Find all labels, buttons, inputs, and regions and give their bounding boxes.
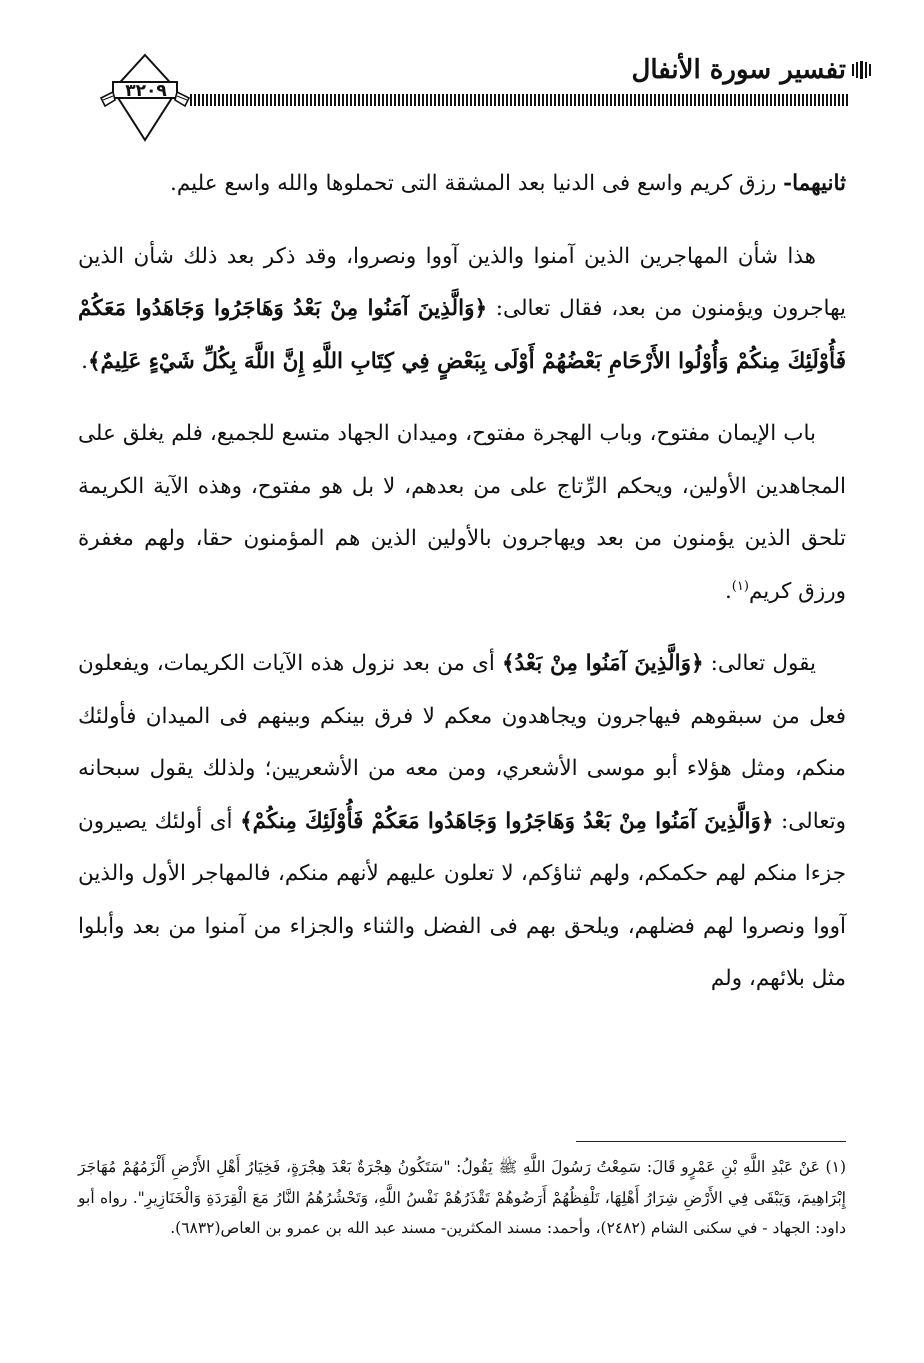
running-title: تفسير سورة الأنفال xyxy=(631,55,846,85)
page-header xyxy=(0,0,924,150)
footnote-divider xyxy=(576,1141,846,1142)
paragraph-text: أى أولئك يصيرون جزءا منكم لهم حكمكم، ولهم ثناؤكم، لا تعلون عليهم لأنهم منكم، فالمهاجر الأول والذين آووا ونصروا لهم فضلهم، ويلحق بهم فى الفضل والثناء والجزاء من آمنوا من بعد وأبلوا مثل بلائهم، ولم xyxy=(78,808,846,991)
paragraph-2 xyxy=(78,231,846,389)
paragraph-4 xyxy=(78,638,846,1006)
header-rule xyxy=(190,94,849,106)
paragraph-3 xyxy=(78,408,846,618)
paragraph-lead: ثانيهما- xyxy=(783,171,846,196)
paragraph-text: أى من بعد نزول هذه الآيات الكريمات، ويفعلون فعل من سبقوهم فيهاجرون ويجاهدون معكم لا فرق بينكم وبينهم فى الميدان فأولئك منكم، ومثل هؤلاء أبو موسى الأشعري، ومن معه من الأشعريين؛ ولذلك يقول سبحانه وتعالى: xyxy=(78,651,846,834)
main-text xyxy=(78,158,846,1006)
footnote xyxy=(78,1152,846,1244)
paragraph-text: رزق كريم واسع فى الدنيا بعد المشقة التى تحملوها والله واسع عليم. xyxy=(170,171,784,196)
footnote-text: (١) عَنْ عَبْدِ اللَّهِ بْنِ عَمْرٍو قَالَ: سَمِعْتُ رَسُولَ اللَّهِ ﷺ يَقُولُ: "سَتَكُونُ هِجْرَةٌ بَعْدَ هِجْرَةٍ، فَخِيَارُ أَهْلِ الأَرْضِ أَلْزَمُهُمْ مُهَاجَرَ إِبْرَاهِيمَ، وَيَبْقَى فِي الأَرْضِ شِرَارُ أَهْلِهَا، تَلْفِظُهُمْ أَرَضُوهُمْ تَقْذَرُهُمْ نَفْسُ اللَّهِ، وَتَحْشُرُهُمُ النَّارُ مَعَ الْقِرَدَةِ وَالْخَنَازِيرِ". رواه أبو داود: الجهاد - في سكنى الشام (٢٤٨٢)، وأحمد: مسند المكثرين- مسند عبد الله بن عمرو بن العاص(٦٨٣٢). xyxy=(78,1158,846,1237)
paragraph-tail: . xyxy=(81,348,88,374)
paragraph-text: يقول تعالى: xyxy=(703,651,816,676)
paragraph-tail: . xyxy=(724,578,732,604)
quran-verse: ﴿وَالَّذِينَ آمَنُوا مِنْ بَعْدُ وَهَاجَرُوا وَجَاهَدُوا مَعَكُمْ فَأُوْلَئِكَ مِنكُمْ﴾ xyxy=(240,808,774,834)
footnote-ref[interactable]: (١) xyxy=(731,578,749,594)
page-number: ٣٢٠٩ xyxy=(125,81,167,101)
ornament-icon xyxy=(850,60,874,80)
paragraph-text: هذا شأن المهاجرين الذين آمنوا والذين آووا ونصروا، وقد ذكر بعد ذلك شأن الذين يهاجرون ويؤمنون من بعد، فقال تعالى: xyxy=(78,243,846,321)
paragraph-text: باب الإيمان مفتوح، وباب الهجرة مفتوح، وميدان الجهاد متسع للجميع، فلم يغلق على المجاهدين الأولين، ويحكم الرِّتاج على من بعدهم، لا بل هو مفتوح، وهذه الآية الكريمة تلحق الذين يؤمنون من بعد ويهاجرون بالأولين الذين هم المؤمنون حقا، ولهم مغفرة ورزق كريم xyxy=(78,421,846,604)
quran-verse: ﴿وَالَّذِينَ آمَنُوا مِنْ بَعْدُ﴾ xyxy=(501,651,704,676)
paragraph-1 xyxy=(78,158,846,211)
quran-verse: ﴿وَالَّذِينَ آمَنُوا مِنْ بَعْدُ وَهَاجَرُوا وَجَاهَدُوا مَعَكُمْ فَأُوْلَئِكَ مِنكُمْ وَأُوْلُوا الأَرْحَامِ بَعْضُهُمْ أَوْلَى بِبَعْضٍ فِي كِتَابِ اللَّهِ إِنَّ اللَّهَ بِكُلِّ شَيْءٍ عَلِيمٌ﴾ xyxy=(78,296,846,374)
